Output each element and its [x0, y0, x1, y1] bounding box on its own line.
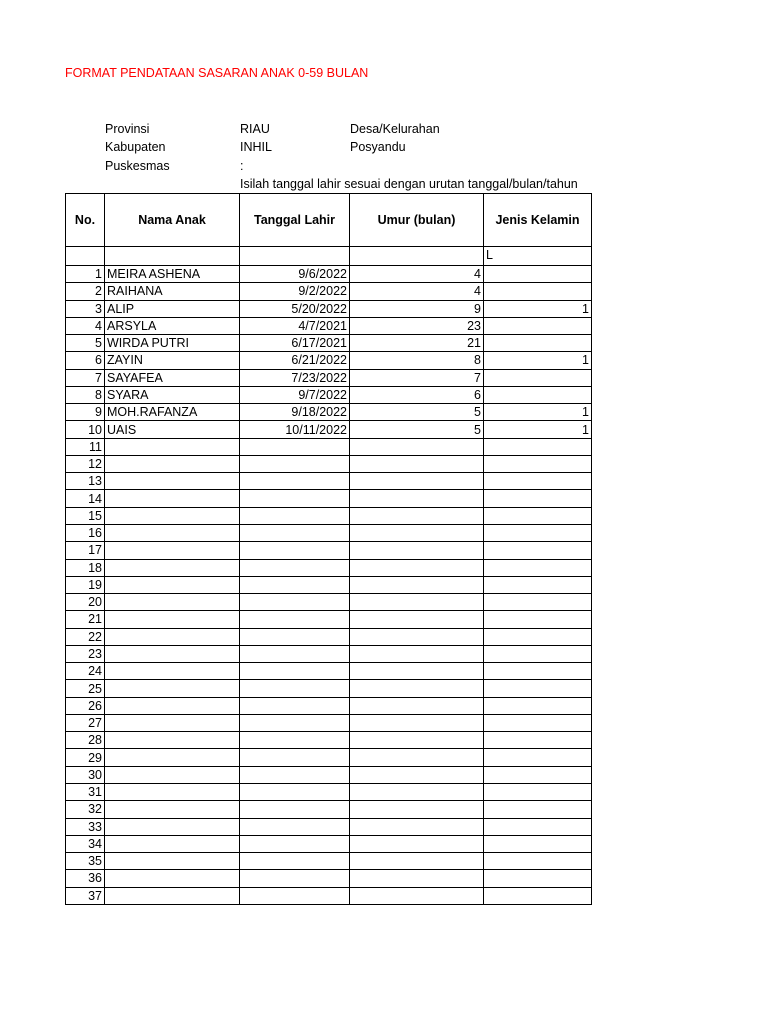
nama-anak-cell[interactable] [105, 887, 240, 904]
table-row [66, 818, 592, 835]
kabupaten-label: Kabupaten [105, 140, 166, 154]
tanggal-lahir-cell[interactable] [240, 732, 350, 749]
table-row [66, 335, 592, 352]
row-number-cell[interactable]: 4 [66, 317, 105, 334]
jenis-kelamin-cell[interactable] [484, 887, 592, 904]
jenis-kelamin-cell[interactable]: 1 [484, 352, 592, 369]
row-number-cell[interactable]: 2 [66, 283, 105, 300]
row-number-cell[interactable]: 21 [66, 611, 105, 628]
table-row [66, 490, 592, 507]
table-row [66, 421, 592, 438]
row-number-cell[interactable]: 29 [66, 749, 105, 766]
nama-anak-cell[interactable] [105, 749, 240, 766]
table-row [66, 317, 592, 334]
tanggal-lahir-cell[interactable]: 4/7/2021 [240, 317, 350, 334]
umur-cell[interactable] [350, 490, 484, 507]
tanggal-lahir-cell[interactable] [240, 766, 350, 783]
table-row [66, 680, 592, 697]
row-number-cell[interactable]: 10 [66, 421, 105, 438]
umur-cell[interactable]: 7 [350, 369, 484, 386]
row-number-cell[interactable]: 7 [66, 369, 105, 386]
jenis-kelamin-cell[interactable] [484, 870, 592, 887]
umur-cell[interactable] [350, 853, 484, 870]
nama-anak-cell[interactable] [105, 594, 240, 611]
header-jenis-kelamin: Jenis Kelamin [484, 194, 592, 247]
table-cell[interactable] [105, 247, 240, 266]
umur-cell[interactable] [350, 663, 484, 680]
table-row [66, 352, 592, 369]
table-row [66, 835, 592, 852]
umur-cell[interactable]: 21 [350, 335, 484, 352]
jenis-kelamin-cell[interactable] [484, 818, 592, 835]
jenis-kelamin-cell[interactable] [484, 697, 592, 714]
header-umur: Umur (bulan) [350, 194, 484, 247]
jenis-kelamin-cell[interactable]: 1 [484, 421, 592, 438]
tanggal-lahir-cell[interactable] [240, 524, 350, 541]
row-number-cell[interactable]: 26 [66, 697, 105, 714]
jenis-kelamin-cell[interactable] [484, 714, 592, 731]
jenis-kelamin-cell[interactable] [484, 490, 592, 507]
umur-cell[interactable] [350, 749, 484, 766]
data-table [65, 193, 592, 905]
tanggal-lahir-cell[interactable]: 9/7/2022 [240, 386, 350, 403]
table-row [66, 697, 592, 714]
umur-cell[interactable] [350, 766, 484, 783]
kabupaten-value: INHIL [240, 140, 272, 154]
umur-cell[interactable] [350, 887, 484, 904]
nama-anak-cell[interactable]: WIRDA PUTRI [105, 335, 240, 352]
nama-anak-cell[interactable] [105, 732, 240, 749]
jenis-kelamin-cell[interactable] [484, 524, 592, 541]
nama-anak-cell[interactable]: MOH.RAFANZA [105, 404, 240, 421]
umur-cell[interactable] [350, 507, 484, 524]
nama-anak-cell[interactable] [105, 645, 240, 662]
table-row [66, 594, 592, 611]
jenis-kelamin-cell[interactable] [484, 594, 592, 611]
umur-cell[interactable] [350, 628, 484, 645]
gender-subheader-l[interactable]: L [484, 247, 592, 266]
tanggal-lahir-cell[interactable] [240, 645, 350, 662]
nama-anak-cell[interactable]: ZAYIN [105, 352, 240, 369]
tanggal-lahir-cell[interactable] [240, 697, 350, 714]
nama-anak-cell[interactable]: SYARA [105, 386, 240, 403]
nama-anak-cell[interactable] [105, 490, 240, 507]
table-row [66, 455, 592, 472]
tanggal-lahir-cell[interactable] [240, 870, 350, 887]
row-number-cell[interactable]: 32 [66, 801, 105, 818]
jenis-kelamin-cell[interactable] [484, 507, 592, 524]
jenis-kelamin-cell[interactable] [484, 542, 592, 559]
tanggal-lahir-cell[interactable]: 9/18/2022 [240, 404, 350, 421]
nama-anak-cell[interactable] [105, 697, 240, 714]
header-row [66, 194, 592, 247]
table-row [66, 438, 592, 455]
row-number-cell[interactable]: 6 [66, 352, 105, 369]
jenis-kelamin-cell[interactable] [484, 749, 592, 766]
row-number-cell[interactable]: 23 [66, 645, 105, 662]
umur-cell[interactable] [350, 714, 484, 731]
umur-cell[interactable] [350, 473, 484, 490]
row-number-cell[interactable]: 8 [66, 386, 105, 403]
row-number-cell[interactable]: 14 [66, 490, 105, 507]
row-number-cell[interactable]: 9 [66, 404, 105, 421]
row-number-cell[interactable]: 20 [66, 594, 105, 611]
row-number-cell[interactable]: 19 [66, 576, 105, 593]
header-nama-anak: Nama Anak [105, 194, 240, 247]
tanggal-lahir-cell[interactable] [240, 749, 350, 766]
row-number-cell[interactable]: 11 [66, 438, 105, 455]
instruction-note: Isilah tanggal lahir sesuai dengan urutan tanggal/bulan/tahun [240, 177, 578, 191]
row-number-cell[interactable]: 18 [66, 559, 105, 576]
table-row [66, 663, 592, 680]
table-row [66, 853, 592, 870]
nama-anak-cell[interactable]: RAIHANA [105, 283, 240, 300]
tanggal-lahir-cell[interactable] [240, 438, 350, 455]
nama-anak-cell[interactable] [105, 663, 240, 680]
tanggal-lahir-cell[interactable] [240, 887, 350, 904]
umur-cell[interactable] [350, 455, 484, 472]
tanggal-lahir-cell[interactable]: 10/11/2022 [240, 421, 350, 438]
tanggal-lahir-cell[interactable] [240, 559, 350, 576]
nama-anak-cell[interactable]: SAYAFEA [105, 369, 240, 386]
row-number-cell[interactable]: 3 [66, 300, 105, 317]
header-tanggal-lahir: Tanggal Lahir [240, 194, 350, 247]
puskesmas-label: Puskesmas [105, 159, 170, 173]
table-row [66, 766, 592, 783]
posyandu-label: Posyandu [350, 140, 406, 154]
table-row [66, 404, 592, 421]
row-number-cell[interactable]: 22 [66, 628, 105, 645]
row-number-cell[interactable]: 28 [66, 732, 105, 749]
umur-cell[interactable] [350, 594, 484, 611]
row-number-cell[interactable]: 25 [66, 680, 105, 697]
table-row [66, 714, 592, 731]
tanggal-lahir-cell[interactable] [240, 594, 350, 611]
nama-anak-cell[interactable]: ARSYLA [105, 317, 240, 334]
umur-cell[interactable] [350, 697, 484, 714]
table-cell[interactable] [350, 247, 484, 266]
umur-cell[interactable] [350, 870, 484, 887]
umur-cell[interactable] [350, 542, 484, 559]
nama-anak-cell[interactable] [105, 576, 240, 593]
tanggal-lahir-cell[interactable] [240, 507, 350, 524]
row-number-cell[interactable]: 31 [66, 783, 105, 800]
umur-cell[interactable] [350, 801, 484, 818]
tanggal-lahir-cell[interactable] [240, 853, 350, 870]
nama-anak-cell[interactable] [105, 628, 240, 645]
table-row [66, 300, 592, 317]
nama-anak-cell[interactable] [105, 473, 240, 490]
row-number-cell[interactable]: 5 [66, 335, 105, 352]
jenis-kelamin-cell[interactable] [484, 628, 592, 645]
table-row [66, 386, 592, 403]
row-number-cell[interactable]: 34 [66, 835, 105, 852]
tanggal-lahir-cell[interactable] [240, 835, 350, 852]
nama-anak-cell[interactable] [105, 680, 240, 697]
desa-label: Desa/Kelurahan [350, 122, 440, 136]
nama-anak-cell[interactable] [105, 507, 240, 524]
tanggal-lahir-cell[interactable] [240, 714, 350, 731]
tanggal-lahir-cell[interactable]: 6/17/2021 [240, 335, 350, 352]
tanggal-lahir-cell[interactable] [240, 801, 350, 818]
nama-anak-cell[interactable] [105, 559, 240, 576]
jenis-kelamin-cell[interactable]: 1 [484, 404, 592, 421]
tanggal-lahir-cell[interactable] [240, 473, 350, 490]
umur-cell[interactable] [350, 645, 484, 662]
umur-cell[interactable]: 4 [350, 266, 484, 283]
tanggal-lahir-cell[interactable]: 9/2/2022 [240, 283, 350, 300]
nama-anak-cell[interactable]: UAIS [105, 421, 240, 438]
tanggal-lahir-cell[interactable] [240, 783, 350, 800]
nama-anak-cell[interactable] [105, 853, 240, 870]
jenis-kelamin-cell[interactable] [484, 559, 592, 576]
jenis-kelamin-cell[interactable] [484, 576, 592, 593]
jenis-kelamin-cell[interactable] [484, 335, 592, 352]
page-title: FORMAT PENDATAAN SASARAN ANAK 0-59 BULAN [65, 66, 369, 80]
umur-cell[interactable] [350, 438, 484, 455]
nama-anak-cell[interactable]: ALIP [105, 300, 240, 317]
tanggal-lahir-cell[interactable] [240, 680, 350, 697]
row-number-cell[interactable]: 30 [66, 766, 105, 783]
row-number-cell[interactable]: 27 [66, 714, 105, 731]
table-row [66, 611, 592, 628]
jenis-kelamin-cell[interactable] [484, 266, 592, 283]
row-number-cell[interactable]: 15 [66, 507, 105, 524]
jenis-kelamin-cell[interactable] [484, 853, 592, 870]
jenis-kelamin-cell[interactable] [484, 663, 592, 680]
table-row [66, 524, 592, 541]
umur-cell[interactable] [350, 818, 484, 835]
nama-anak-cell[interactable] [105, 611, 240, 628]
jenis-kelamin-cell[interactable] [484, 645, 592, 662]
table-row [66, 283, 592, 300]
row-number-cell[interactable]: 36 [66, 870, 105, 887]
nama-anak-cell[interactable] [105, 524, 240, 541]
row-number-cell[interactable]: 12 [66, 455, 105, 472]
tanggal-lahir-cell[interactable]: 5/20/2022 [240, 300, 350, 317]
umur-cell[interactable]: 6 [350, 386, 484, 403]
nama-anak-cell[interactable] [105, 801, 240, 818]
provinsi-label: Provinsi [105, 122, 150, 136]
tanggal-lahir-cell[interactable]: 9/6/2022 [240, 266, 350, 283]
row-number-cell[interactable]: 16 [66, 524, 105, 541]
row-number-cell[interactable]: 33 [66, 818, 105, 835]
tanggal-lahir-cell[interactable] [240, 455, 350, 472]
umur-cell[interactable] [350, 783, 484, 800]
nama-anak-cell[interactable] [105, 455, 240, 472]
table-row [66, 266, 592, 283]
tanggal-lahir-cell[interactable]: 7/23/2022 [240, 369, 350, 386]
nama-anak-cell[interactable] [105, 818, 240, 835]
table-row [66, 542, 592, 559]
jenis-kelamin-cell[interactable] [484, 611, 592, 628]
umur-cell[interactable] [350, 835, 484, 852]
table-row [66, 801, 592, 818]
nama-anak-cell[interactable] [105, 438, 240, 455]
table-row [66, 369, 592, 386]
tanggal-lahir-cell[interactable]: 6/21/2022 [240, 352, 350, 369]
tanggal-lahir-cell[interactable] [240, 611, 350, 628]
jenis-kelamin-cell[interactable] [484, 455, 592, 472]
table-row [66, 783, 592, 800]
nama-anak-cell[interactable] [105, 714, 240, 731]
table-row [66, 559, 592, 576]
umur-cell[interactable]: 23 [350, 317, 484, 334]
jenis-kelamin-cell[interactable] [484, 801, 592, 818]
subheader-row [66, 247, 592, 266]
umur-cell[interactable]: 8 [350, 352, 484, 369]
nama-anak-cell[interactable] [105, 542, 240, 559]
umur-cell[interactable] [350, 680, 484, 697]
row-number-cell[interactable]: 24 [66, 663, 105, 680]
table-row [66, 870, 592, 887]
table-row [66, 576, 592, 593]
tanggal-lahir-cell[interactable] [240, 542, 350, 559]
jenis-kelamin-cell[interactable] [484, 473, 592, 490]
umur-cell[interactable] [350, 524, 484, 541]
jenis-kelamin-cell[interactable] [484, 317, 592, 334]
umur-cell[interactable] [350, 611, 484, 628]
jenis-kelamin-cell[interactable]: 1 [484, 300, 592, 317]
jenis-kelamin-cell[interactable] [484, 680, 592, 697]
umur-cell[interactable] [350, 559, 484, 576]
row-number-cell[interactable]: 37 [66, 887, 105, 904]
umur-cell[interactable]: 9 [350, 300, 484, 317]
tanggal-lahir-cell[interactable] [240, 490, 350, 507]
jenis-kelamin-cell[interactable] [484, 732, 592, 749]
tanggal-lahir-cell[interactable] [240, 576, 350, 593]
umur-cell[interactable]: 4 [350, 283, 484, 300]
nama-anak-cell[interactable] [105, 870, 240, 887]
umur-cell[interactable]: 5 [350, 421, 484, 438]
header-no: No. [66, 194, 105, 247]
table-row [66, 473, 592, 490]
jenis-kelamin-cell[interactable] [484, 386, 592, 403]
umur-cell[interactable] [350, 732, 484, 749]
jenis-kelamin-cell[interactable] [484, 835, 592, 852]
table-row [66, 887, 592, 904]
row-number-cell[interactable]: 17 [66, 542, 105, 559]
table-cell[interactable] [240, 247, 350, 266]
jenis-kelamin-cell[interactable] [484, 369, 592, 386]
nama-anak-cell[interactable] [105, 783, 240, 800]
table-cell[interactable] [66, 247, 105, 266]
tanggal-lahir-cell[interactable] [240, 818, 350, 835]
jenis-kelamin-cell[interactable] [484, 766, 592, 783]
table-row [66, 645, 592, 662]
table-row [66, 749, 592, 766]
nama-anak-cell[interactable] [105, 835, 240, 852]
table-row [66, 628, 592, 645]
umur-cell[interactable] [350, 576, 484, 593]
provinsi-value: RIAU [240, 122, 270, 136]
nama-anak-cell[interactable]: MEIRA ASHENA [105, 266, 240, 283]
jenis-kelamin-cell[interactable] [484, 783, 592, 800]
row-number-cell[interactable]: 13 [66, 473, 105, 490]
table-row [66, 507, 592, 524]
row-number-cell[interactable]: 1 [66, 266, 105, 283]
nama-anak-cell[interactable] [105, 766, 240, 783]
puskesmas-value: : [240, 159, 244, 173]
table-row [66, 732, 592, 749]
jenis-kelamin-cell[interactable] [484, 283, 592, 300]
jenis-kelamin-cell[interactable] [484, 438, 592, 455]
row-number-cell[interactable]: 35 [66, 853, 105, 870]
umur-cell[interactable]: 5 [350, 404, 484, 421]
tanggal-lahir-cell[interactable] [240, 663, 350, 680]
tanggal-lahir-cell[interactable] [240, 628, 350, 645]
